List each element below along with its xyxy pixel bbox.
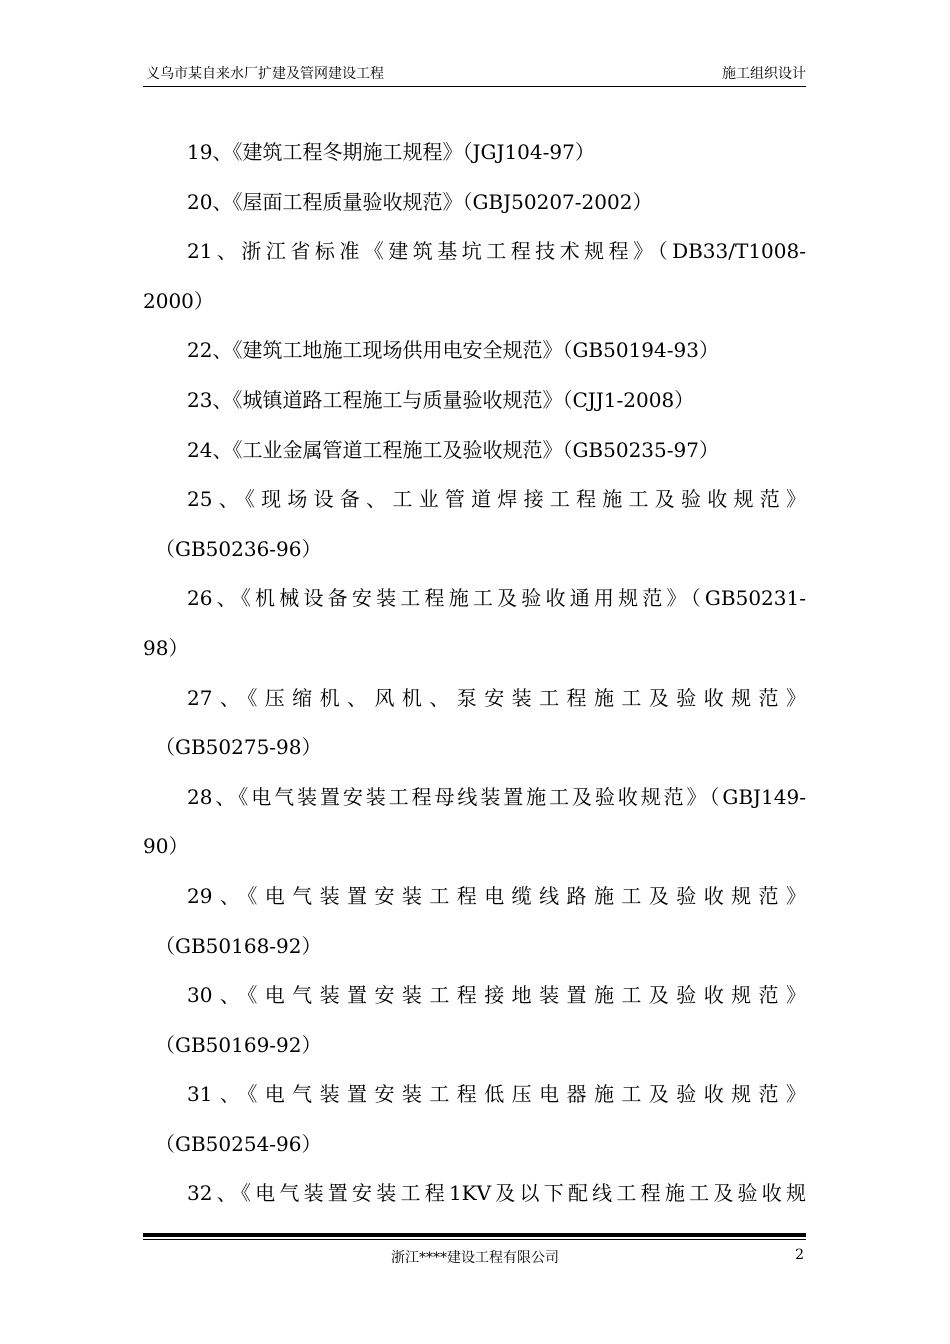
list-item-continuation: （GB50236-96） xyxy=(155,536,322,561)
list-item: 25、《现场设备、工业管道焊接工程施工及验收规范》 xyxy=(187,487,806,512)
list-item: 27、《压缩机、风机、泵安装工程施工及验收规范》 xyxy=(187,685,806,710)
list-item: 22、《建筑工地施工现场供用电安全规范》（GB50194-93） xyxy=(187,338,719,363)
list-item-continuation: （GB50168-92） xyxy=(155,933,322,958)
page-header xyxy=(143,64,806,87)
list-item: 32、《电气装置安装工程1KV及以下配线工程施工及验收规 xyxy=(187,1181,806,1206)
list-item-continuation: （GB50254-96） xyxy=(155,1131,322,1156)
list-item: 20、《屋面工程质量验收规范》（GBJ50207-2002） xyxy=(187,189,653,214)
list-item: 31、《电气装置安装工程低压电器施工及验收规范》 xyxy=(187,1082,806,1107)
list-item: 29、《电气装置安装工程电缆线路施工及验收规范》 xyxy=(187,883,806,908)
list-item: 21、浙江省标准《建筑基坑工程技术规程》（DB33/T1008- xyxy=(187,239,806,264)
page-number: 2 xyxy=(795,1247,804,1263)
list-item: 30、《电气装置安装工程接地装置施工及验收规范》 xyxy=(187,983,806,1008)
list-item-continuation: 90） xyxy=(143,834,189,859)
list-item: 24、《工业金属管道工程施工及验收规范》（GB50235-97） xyxy=(187,437,719,462)
footer-rule-thick xyxy=(143,1233,806,1237)
footer-company-name: 浙江****建设工程有限公司 xyxy=(391,1250,559,1266)
list-item: 28、《电气装置安装工程母线装置施工及验收规范》（GBJ149- xyxy=(187,784,806,809)
list-item-continuation: （GB50275-98） xyxy=(155,735,322,760)
list-item-continuation: 98） xyxy=(143,635,189,660)
header-document-type: 施工组织设计 xyxy=(722,66,806,82)
list-item-continuation: （GB50169-92） xyxy=(155,1032,322,1057)
footer-rule-thin xyxy=(143,1239,806,1240)
list-item-continuation: 2000） xyxy=(143,288,214,313)
list-item: 26、《机械设备安装工程施工及验收通用规范》（GB50231- xyxy=(187,586,806,611)
standards-list xyxy=(143,128,806,1219)
header-project-title: 义乌市某自来水厂扩建及管网建设工程 xyxy=(146,66,384,82)
list-item: 19、《建筑工程冬期施工规程》（JGJ104-97） xyxy=(187,140,595,164)
list-item: 23、《城镇道路工程施工与质量验收规范》（CJJ1-2008） xyxy=(187,387,695,412)
